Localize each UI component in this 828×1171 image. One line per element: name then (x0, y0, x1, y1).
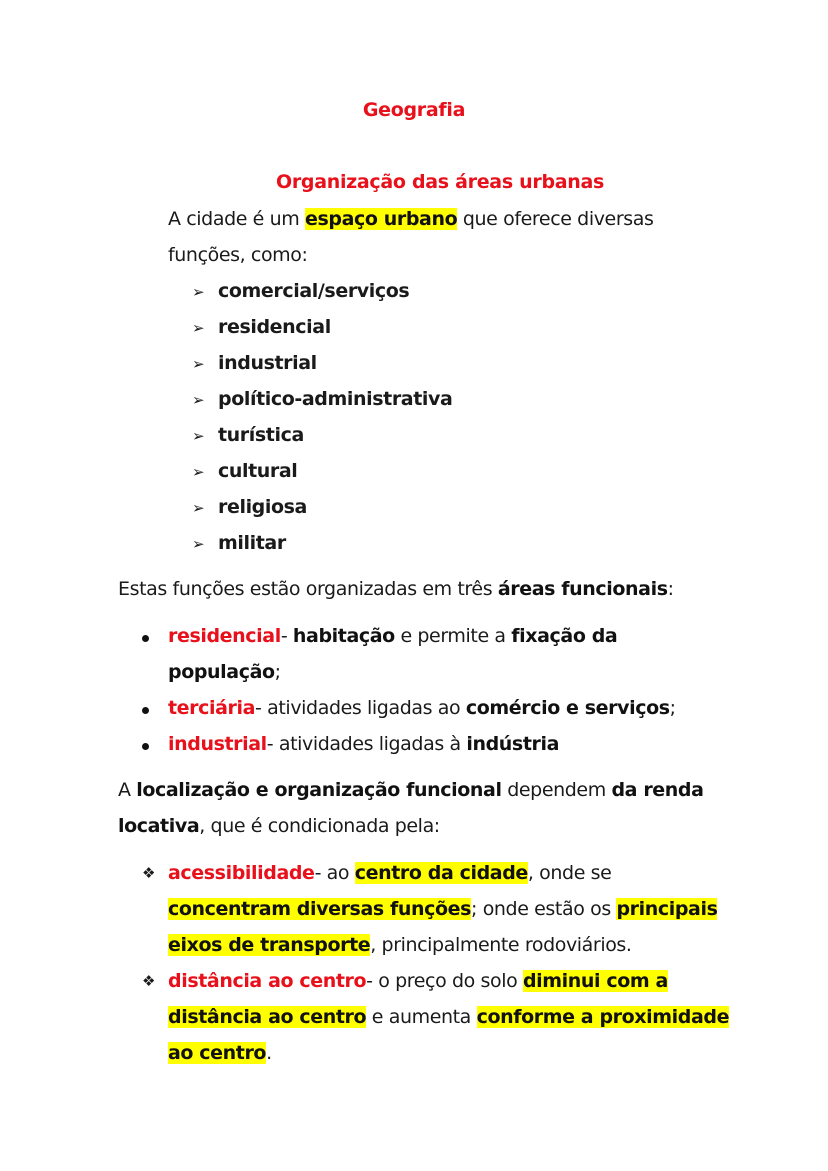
text: - ao (314, 862, 355, 884)
bullet-dot-icon (142, 618, 149, 654)
location-paragraph (118, 772, 704, 844)
intro-text: que oferece diversas (457, 208, 654, 230)
list-item (192, 345, 452, 381)
highlight-text: principais (616, 898, 718, 920)
highlight-text: centro da cidade (354, 862, 528, 884)
diamond-bullet-icon: ❖ (142, 864, 156, 882)
text: , principalmente rodoviários. (370, 934, 632, 956)
text: : (667, 578, 674, 600)
text: ; onde estão os (471, 898, 617, 920)
bullet-dot-icon (142, 726, 149, 762)
highlight-text: concentram diversas funções (168, 898, 472, 920)
text: e aumenta (366, 1006, 477, 1028)
bold-text: locativa (118, 815, 200, 837)
arrow-bullet-icon: ➢ (192, 463, 205, 481)
text: Estas funções estão organizadas em três (118, 578, 498, 600)
bold-text: áreas funcionais (497, 578, 668, 600)
area-terciaria (168, 690, 676, 726)
function-label: comercial/serviços (218, 280, 410, 302)
text: , que é condicionada pela: (199, 815, 440, 837)
text: ; (669, 697, 676, 719)
functions-list (192, 273, 452, 561)
function-label: industrial (218, 352, 317, 374)
text: - o preço do solo (366, 970, 523, 992)
diamond-bullet-icon: ❖ (142, 972, 156, 990)
section-title: Organização das áreas urbanas (275, 171, 605, 193)
arrow-bullet-icon: ➢ (192, 535, 205, 553)
function-label: político-administrativa (218, 388, 453, 410)
factor-label: distância ao centro (168, 970, 367, 992)
area-label: industrial (168, 733, 267, 755)
text: dependem (501, 779, 612, 801)
area-label: terciária (168, 697, 256, 719)
bold-text: população (168, 661, 275, 683)
text: , onde se (527, 862, 612, 884)
list-item (192, 381, 452, 417)
text: - atividades ligadas à (266, 733, 467, 755)
arrow-bullet-icon: ➢ (192, 427, 205, 445)
text: - atividades ligadas ao (255, 697, 466, 719)
text: ; (274, 661, 281, 683)
bullet-dot-icon (142, 690, 149, 726)
arrow-bullet-icon: ➢ (192, 499, 205, 517)
highlight-text: conforme a proximidade (476, 1006, 730, 1028)
list-item (192, 417, 452, 453)
text: - (280, 625, 293, 647)
arrow-bullet-icon: ➢ (192, 283, 205, 301)
list-item (192, 273, 452, 309)
factor-label: acessibilidade (168, 862, 315, 884)
bold-text: comércio e serviços (465, 697, 670, 719)
list-item (192, 309, 452, 345)
intro-paragraph (168, 201, 654, 273)
area-industrial (168, 726, 559, 762)
list-item (192, 453, 452, 489)
text: . (266, 1042, 272, 1064)
bold-text: localização e organização funcional (136, 779, 502, 801)
text: e permite a (394, 625, 512, 647)
arrow-bullet-icon: ➢ (192, 319, 205, 337)
text: A (118, 779, 137, 801)
bold-text: habitação (292, 625, 395, 647)
bold-text: indústria (466, 733, 560, 755)
arrow-bullet-icon: ➢ (192, 391, 205, 409)
function-label: turística (218, 424, 304, 446)
function-label: militar (218, 532, 286, 554)
intro-text: funções, como: (168, 244, 308, 266)
area-residencial (168, 618, 617, 690)
list-item (192, 489, 452, 525)
highlight-text: diminui com a (522, 970, 668, 992)
bold-text: fixação da (511, 625, 618, 647)
function-label: residencial (218, 316, 331, 338)
area-label: residencial (168, 625, 281, 647)
highlight-espaco-urbano: espaço urbano (304, 208, 458, 230)
function-label: religiosa (218, 496, 307, 518)
intro-text: A cidade é um (168, 208, 305, 230)
highlight-text: ao centro (168, 1042, 267, 1064)
arrow-bullet-icon: ➢ (192, 355, 205, 373)
function-label: cultural (218, 460, 298, 482)
bold-text: da renda (611, 779, 704, 801)
highlight-text: eixos de transporte (168, 934, 371, 956)
highlight-text: distância ao centro (168, 1006, 367, 1028)
areas-intro-paragraph (118, 571, 674, 607)
document-title: Geografia (362, 99, 466, 121)
list-item (192, 525, 452, 561)
factor-acessibilidade (168, 855, 717, 963)
factor-distancia (168, 963, 729, 1071)
